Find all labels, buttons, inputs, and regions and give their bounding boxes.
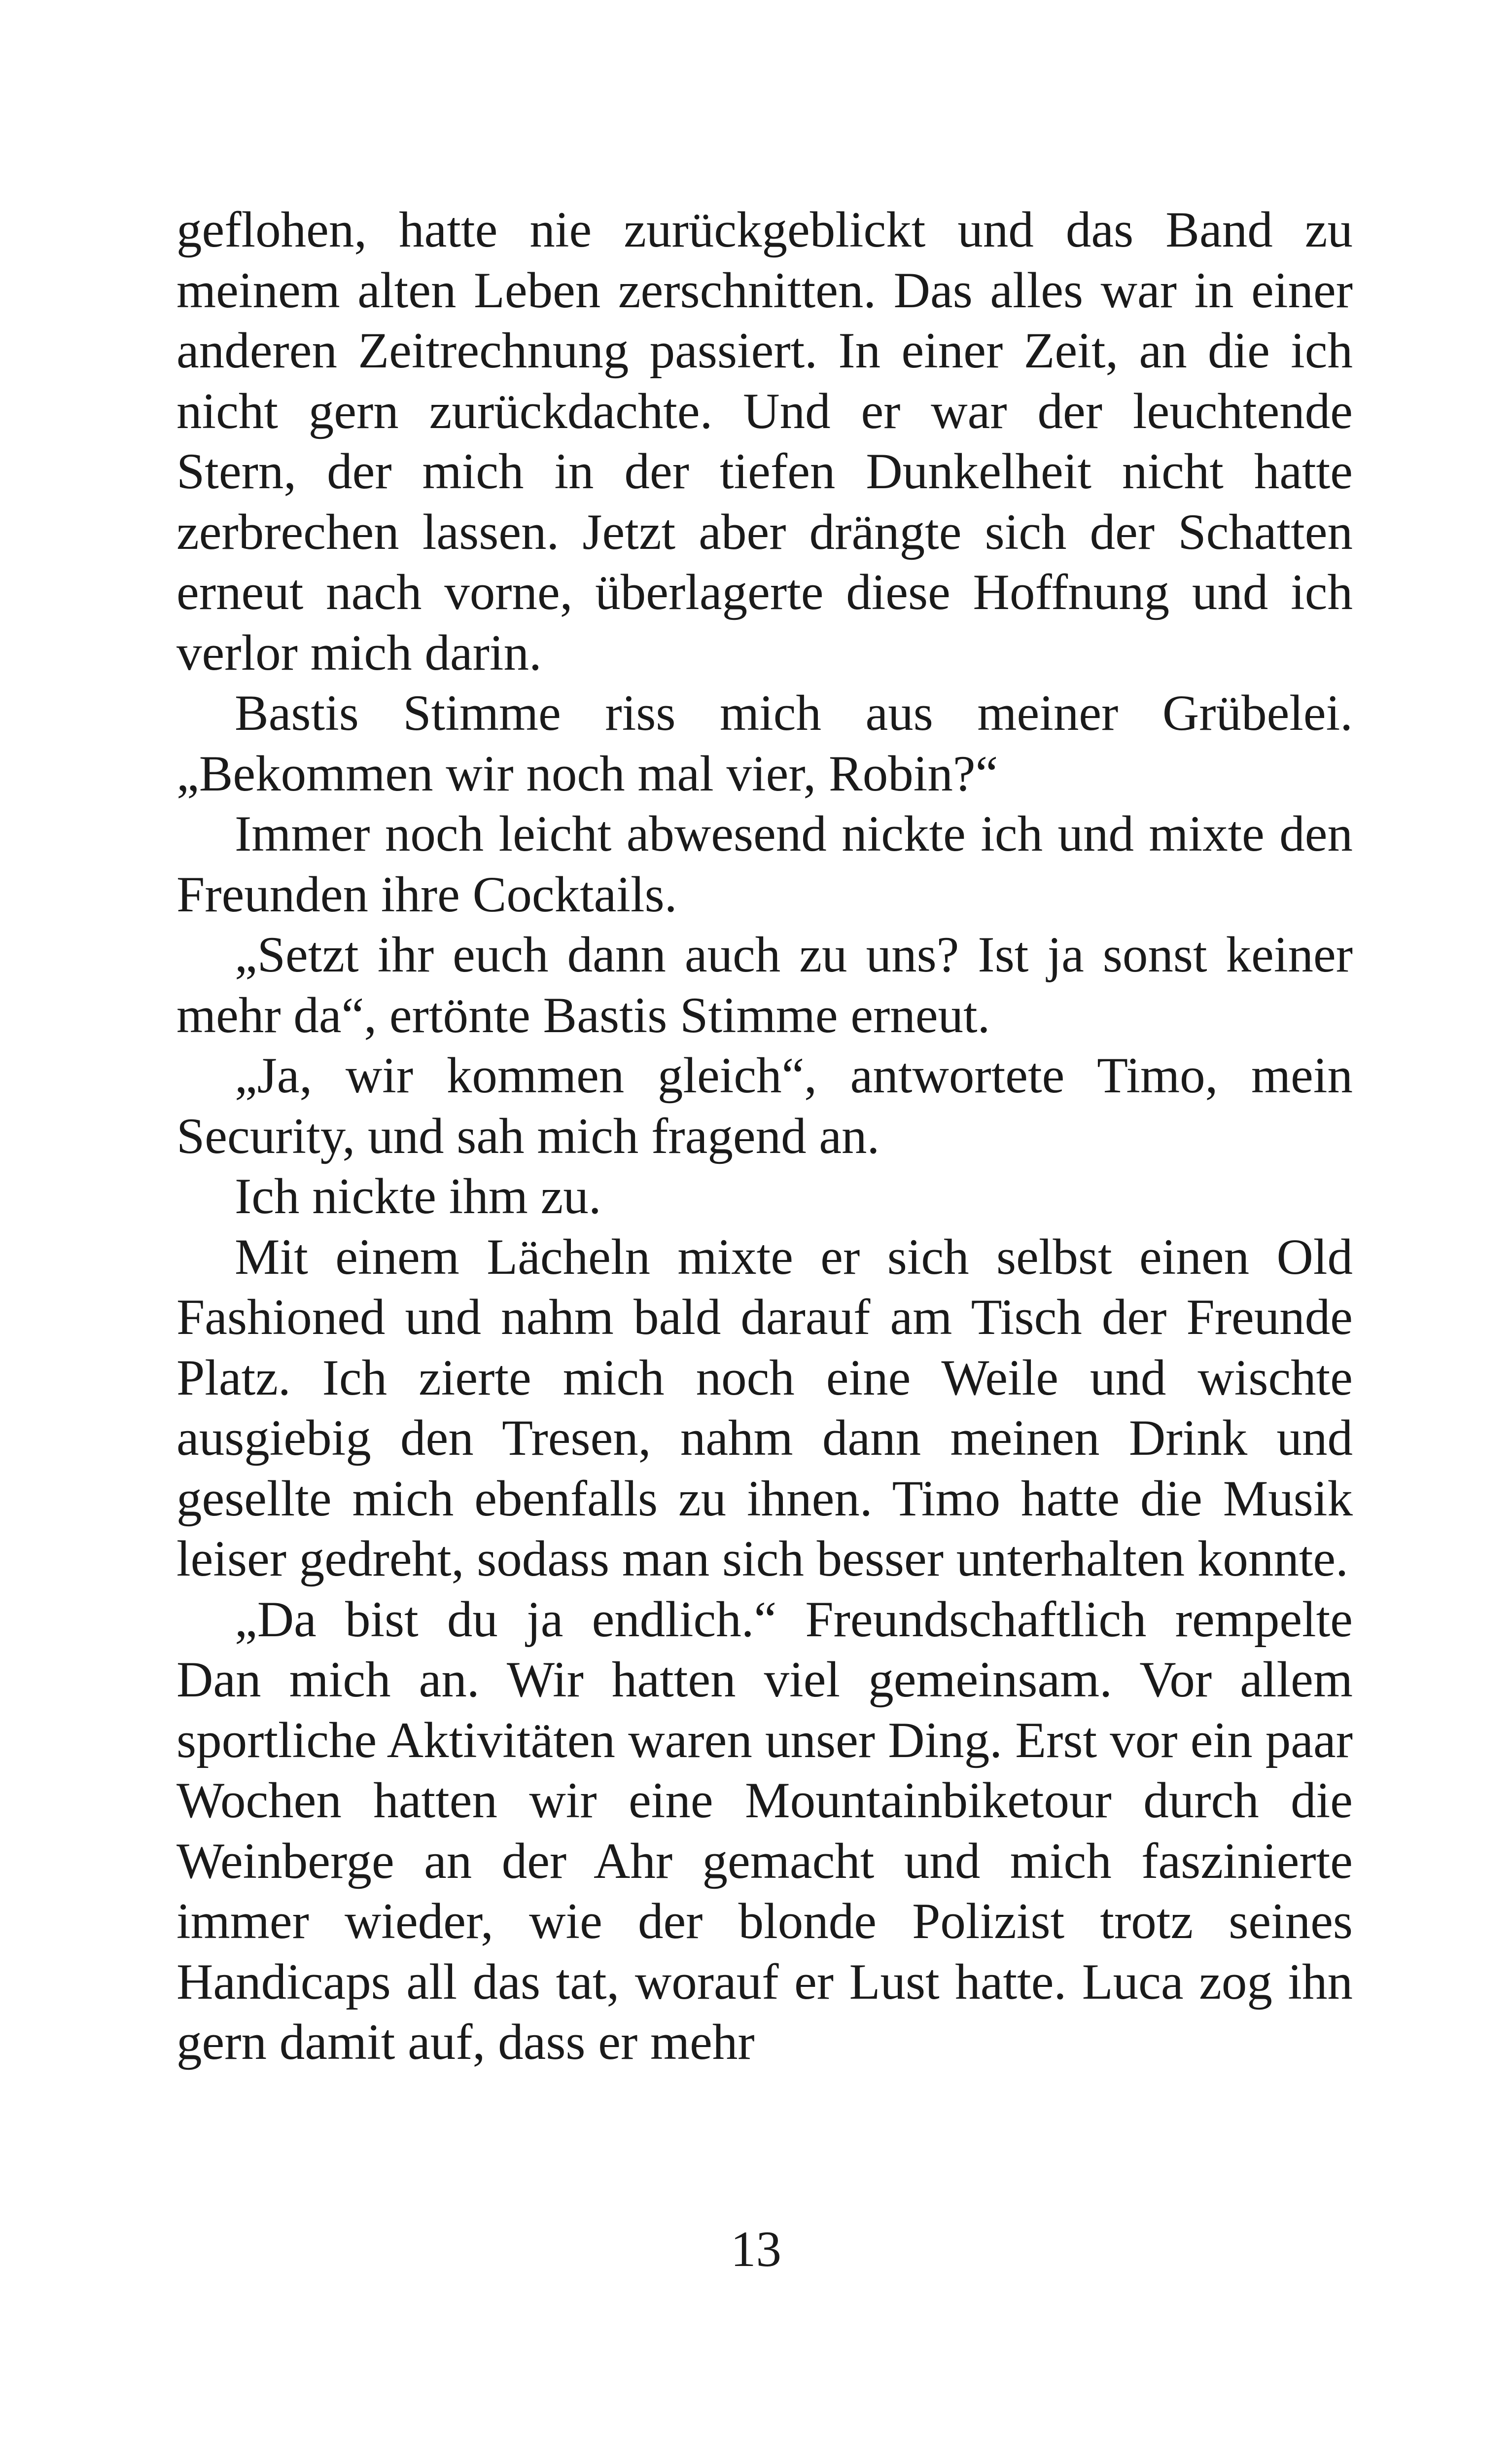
body-text	[176, 200, 1353, 2073]
paragraph: Bastis Stimme riss mich aus meiner Grübelei. „Bekommen wir noch mal vier, Robin?“	[176, 685, 1353, 802]
paragraph: Mit einem Lächeln mixte er sich selbst einen Old Fashioned und nahm bald darauf am Tisch der Freunde Platz. Ich zierte mich noch eine Weile und wischte ausgiebig den Tresen, nahm dann meinen Drink und gesellte mich ebenfalls zu ihnen. Timo hatte die Musik leiser gedreht, sodass man sich besser unterhalten konnte.	[176, 1228, 1353, 1587]
paragraph: „Ja, wir kommen gleich“, antwortete Timo, mein Security, und sah mich fragend an.	[176, 1047, 1353, 1164]
paragraph: „Setzt ihr euch dann auch zu uns? Ist ja sonst keiner mehr da“, ertönte Bastis Stimme erneut.	[176, 927, 1353, 1043]
page-number: 13	[731, 2221, 781, 2277]
paragraph: Ich nickte ihm zu.	[235, 1168, 601, 1224]
paragraph: Immer noch leicht abwesend nickte ich und mixte den Freunden ihre Cocktails.	[176, 806, 1353, 923]
paragraph-last: „Da bist du ja endlich.“ Freundschaftlich rempelte Dan mich an. Wir hatten viel gemeinsam. Vor allem sportliche Aktivitäten waren unser Ding. Erst vor ein paar Wochen hatten wir eine Mountainbiketour durch die Weinberge an der Ahr gemacht und mich faszinierte immer wieder, wie der blonde Polizist trotz seines Handicaps all das tat, worauf er Lust hatte. Luca zog ihn gern damit auf, dass er mehr	[176, 1591, 1353, 2070]
paragraph-continued: geflohen, hatte nie zurückgeblickt und das Band zu meinem alten Leben zerschnitten. Das alles war in einer anderen Zeitrechnung passiert. In einer Zeit, an die ich nicht gern zurückdachte. Und er war der leuchtende Stern, der mich in der tiefen Dunkelheit nicht hatte zerbrechen lassen. Jetzt aber drängte sich der Schatten erneut nach vorne, überlagerte diese Hoffnung und ich verlor mich darin.	[176, 202, 1353, 681]
